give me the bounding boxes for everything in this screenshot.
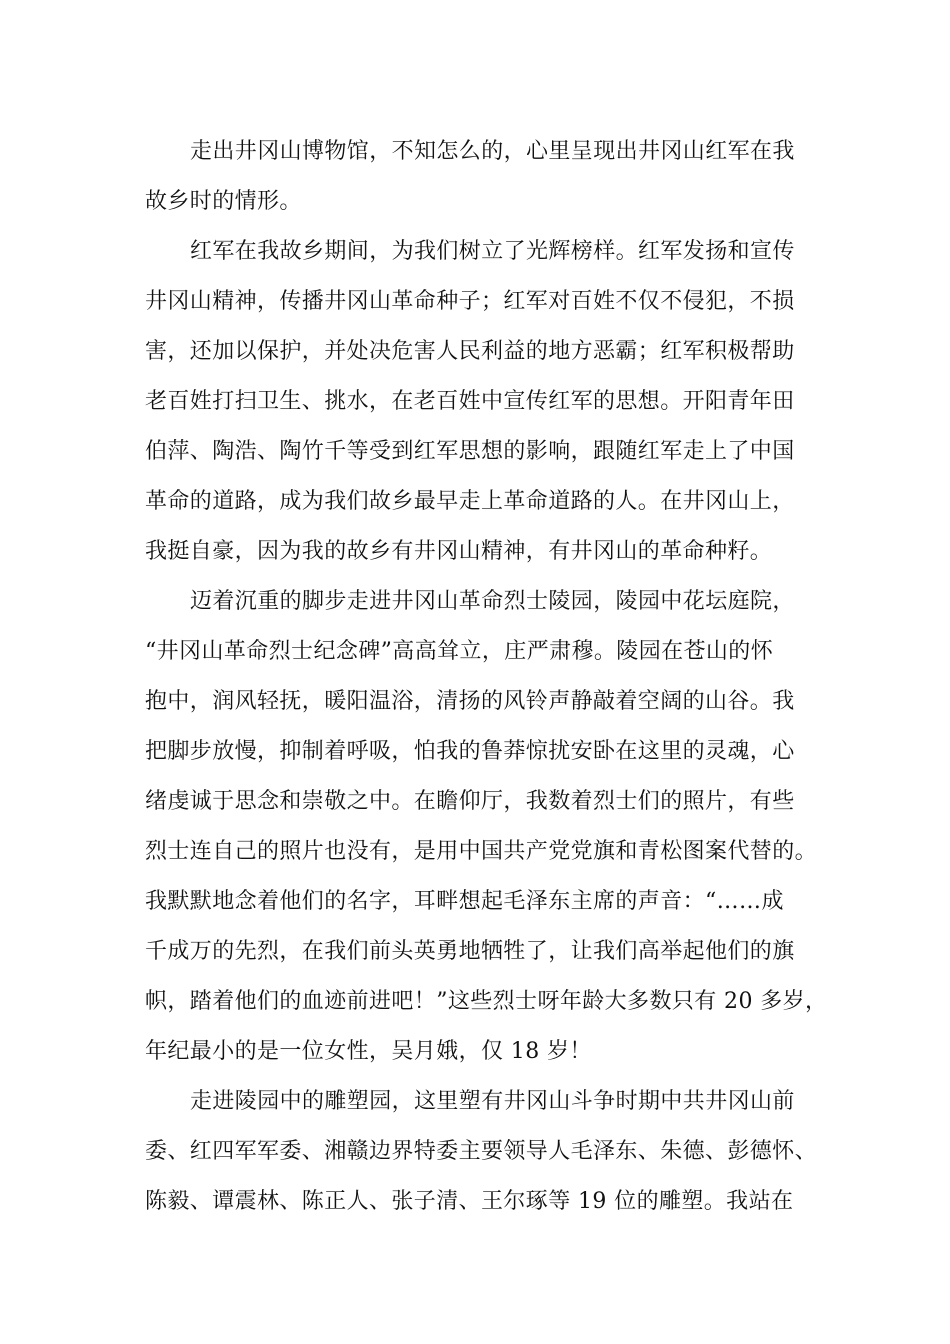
text-line: 故乡时的情形。: [145, 189, 302, 214]
text-line: 委、红四军军委、湘赣边界特委主要领导人毛泽东、朱德、彭德怀、: [145, 1139, 818, 1164]
text-line: 抱中，润风轻抚，暖阳温浴，清扬的风铃声静敲着空阔的山谷。我: [145, 689, 795, 714]
text-line: 迈着沉重的脚步走进井冈山革命烈士陵园，陵园中花坛庭院，: [190, 589, 795, 614]
text-line: 陈毅、谭震林、陈正人、张子清、王尔琢等 19 位的雕塑。我站在: [145, 1189, 794, 1214]
text-line: 我默默地念着他们的名字，耳畔想起毛泽东主席的声音：“……成: [145, 889, 784, 914]
text-line: 千成万的先烈，在我们前头英勇地牺牲了，让我们高举起他们的旗: [145, 939, 795, 964]
text-line: 年纪最小的是一位女性，吴月娥，仅 18 岁！: [145, 1039, 592, 1064]
text-line: 伯萍、陶浩、陶竹千等受到红军思想的影响，跟随红军走上了中国: [145, 439, 795, 464]
text-line: 走进陵园中的雕塑园，这里塑有井冈山斗争时期中共井冈山前: [190, 1089, 795, 1114]
text-line: “井冈山革命烈士纪念碑”高高耸立，庄严肃穆。陵园在苍山的怀: [145, 639, 774, 664]
text-line: 革命的道路，成为我们故乡最早走上革命道路的人。在井冈山上，: [145, 489, 795, 514]
text-line: 红军在我故乡期间，为我们树立了光辉榜样。红军发扬和宣传: [190, 239, 795, 264]
text-line: 烈士连自己的照片也没有，是用中国共产党党旗和青松图案代替的。: [145, 839, 818, 864]
text-line: 走出井冈山博物馆，不知怎么的，心里呈现出井冈山红军在我: [190, 139, 795, 164]
text-line: 我挺自豪，因为我的故乡有井冈山精神，有井冈山的革命种籽。: [145, 539, 773, 564]
text-line: 害，还加以保护，并处决危害人民利益的地方恶霸；红军积极帮助: [145, 339, 795, 364]
text-line: 老百姓打扫卫生、挑水，在老百姓中宣传红军的思想。开阳青年田: [145, 389, 795, 414]
text-line: 井冈山精神，传播井冈山革命种子；红军对百姓不仅不侵犯，不损: [145, 289, 795, 314]
text-line: 把脚步放慢，抑制着呼吸，怕我的鲁莽惊扰安卧在这里的灵魂，心: [145, 739, 795, 764]
text-line: 帜，踏着他们的血迹前进吧！”这些烈士呀年龄大多数只有 20 多岁，: [145, 989, 828, 1014]
text-line: 绪虔诚于思念和崇敬之中。在瞻仰厅，我数着烈士们的照片，有些: [145, 789, 795, 814]
